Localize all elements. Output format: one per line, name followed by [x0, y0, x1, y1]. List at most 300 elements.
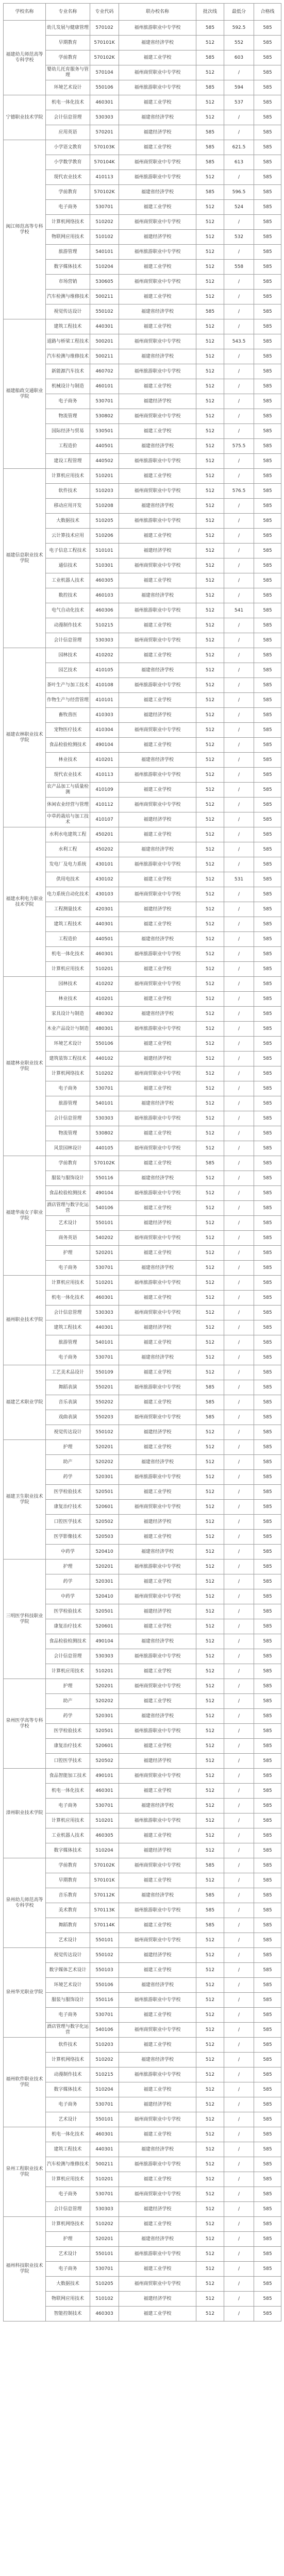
partner-school-cell: 福建工业学校: [119, 1574, 196, 1589]
min-score-cell: /: [224, 1634, 254, 1649]
qualify-line-cell: 585: [254, 842, 281, 857]
code-cell: 410107: [90, 812, 119, 827]
min-score-cell: /: [224, 1022, 254, 1037]
header-row: [4, 4, 281, 21]
code-cell: 510102: [90, 230, 119, 245]
batch-line-cell: 512: [196, 2127, 224, 2142]
min-score-cell: /: [224, 1216, 254, 1231]
major-cell: 林业技术: [46, 992, 90, 1007]
code-cell: 530303: [90, 1649, 119, 1664]
min-score-cell: /: [224, 1052, 254, 1066]
header-qualify-line: 合格线: [254, 4, 281, 21]
min-score-cell: 603: [224, 50, 254, 65]
major-cell: 康复治疗技术: [46, 1619, 90, 1634]
header-school: 学校名称: [4, 4, 46, 21]
major-cell: 会计信息管理: [46, 2202, 90, 2217]
school-name-cell: 福州职业技术学院: [4, 1276, 46, 1365]
qualify-line-cell: 585: [254, 36, 281, 50]
partner-school-cell: 福州商贸职业中专学校: [119, 1500, 196, 1515]
partner-school-cell: 福建工业学校: [119, 1335, 196, 1350]
min-score-cell: /: [224, 1007, 254, 1022]
code-cell: 510205: [90, 514, 119, 529]
table-row: [4, 2127, 281, 2142]
major-cell: 数字媒体技术: [46, 260, 90, 275]
partner-school-cell: 福州旅游职业中专学校: [119, 1724, 196, 1739]
batch-line-cell: 512: [196, 1037, 224, 1052]
partner-school-cell: 福建工业学校: [119, 783, 196, 798]
major-cell: 酒店管理与数字化运营: [46, 2023, 90, 2038]
major-cell: 环境艺术设计: [46, 1978, 90, 1993]
min-score-cell: /: [224, 1470, 254, 1485]
partner-school-cell: 福建经济学校: [119, 708, 196, 723]
batch-line-cell: 512: [196, 200, 224, 215]
code-cell: 510203: [90, 2038, 119, 2053]
major-cell: 学前教育: [46, 185, 90, 200]
batch-line-cell: 512: [196, 439, 224, 454]
min-score-cell: 596.5: [224, 185, 254, 200]
partner-school-cell: 福建工业学校: [119, 872, 196, 887]
code-cell: 530303: [90, 110, 119, 125]
code-cell: 410112: [90, 798, 119, 812]
batch-line-cell: 512: [196, 2157, 224, 2172]
qualify-line-cell: 585: [254, 1769, 281, 1784]
code-cell: 530303: [90, 633, 119, 648]
major-cell: 风景园林设计: [46, 1141, 90, 1156]
code-cell: 520201: [90, 1246, 119, 1261]
batch-line-cell: 512: [196, 798, 224, 812]
major-cell: 电子商务: [46, 394, 90, 409]
min-score-cell: /: [224, 2008, 254, 2023]
code-cell: 460101: [90, 379, 119, 394]
major-cell: 道路与桥梁工程技术: [46, 334, 90, 349]
major-cell: 农产品加工与质量检测: [46, 783, 90, 798]
partner-school-cell: 福建工业学校: [119, 2172, 196, 2187]
partner-school-cell: 福州商贸职业中专学校: [119, 1679, 196, 1694]
code-cell: 570103K: [90, 140, 119, 155]
partner-school-cell: 福建工业学校: [119, 917, 196, 932]
code-cell: 460301: [90, 1784, 119, 1799]
min-score-cell: 537: [224, 95, 254, 110]
code-cell: 530701: [90, 2187, 119, 2202]
partner-school-cell: 福州商贸职业中专学校: [119, 1933, 196, 1948]
major-cell: 机电一体化技术: [46, 1784, 90, 1799]
qualify-line-cell: 585: [254, 1216, 281, 1231]
major-cell: 计算机应用技术: [46, 1814, 90, 1828]
qualify-line-cell: 585: [254, 1545, 281, 1560]
code-cell: 460702: [90, 364, 119, 379]
partner-school-cell: 福建工业学校: [119, 424, 196, 439]
code-cell: 460301: [90, 95, 119, 110]
school-name-cell: 泉州华光职业学院: [4, 1948, 46, 2038]
major-cell: 幼儿发展与健康管理: [46, 21, 90, 36]
batch-line-cell: 512: [196, 872, 224, 887]
min-score-cell: /: [224, 304, 254, 319]
qualify-line-cell: 585: [254, 1903, 281, 1918]
min-score-cell: /: [224, 648, 254, 663]
partner-school-cell: 福州商贸职业中专学校: [119, 723, 196, 738]
partner-school-cell: 福建工业学校: [119, 1963, 196, 1978]
min-score-cell: /: [224, 842, 254, 857]
batch-line-cell: 512: [196, 1679, 224, 1694]
code-cell: 410202: [90, 648, 119, 663]
partner-school-cell: 福建工业学校: [119, 962, 196, 977]
major-cell: 艺术设计: [46, 1933, 90, 1948]
batch-line-cell: 512: [196, 2262, 224, 2277]
min-score-cell: /: [224, 1709, 254, 1724]
major-cell: 应用英语: [46, 125, 90, 140]
partner-school-cell: 福建经济学校: [119, 2097, 196, 2112]
code-cell: 430103: [90, 887, 119, 902]
min-score-cell: /: [224, 1888, 254, 1903]
batch-line-cell: 512: [196, 1694, 224, 1709]
qualify-line-cell: 585: [254, 170, 281, 185]
code-cell: 510201: [90, 2172, 119, 2187]
min-score-cell: /: [224, 1425, 254, 1440]
code-cell: 510201: [90, 1276, 119, 1291]
code-cell: 460305: [90, 1828, 119, 1843]
qualify-line-cell: 585: [254, 424, 281, 439]
code-cell: 520601: [90, 1619, 119, 1634]
partner-school-cell: 福建工业学校: [119, 1201, 196, 1216]
major-cell: 动漫制作技术: [46, 2067, 90, 2082]
min-score-cell: /: [224, 1171, 254, 1186]
school-name-cell: 福建信息职业技术学院: [4, 469, 46, 648]
partner-school-cell: 福建工业学校: [119, 618, 196, 633]
qualify-line-cell: 585: [254, 514, 281, 529]
qualify-line-cell: 585: [254, 1858, 281, 1873]
batch-line-cell: 512: [196, 887, 224, 902]
major-cell: 数字媒体艺术设计: [46, 1963, 90, 1978]
partner-school-cell: 福州商贸职业中专学校: [119, 1769, 196, 1784]
batch-line-cell: 512: [196, 290, 224, 304]
code-cell: 540106: [90, 1201, 119, 1216]
table-row: [4, 2217, 281, 2232]
min-score-cell: /: [224, 125, 254, 140]
code-cell: 440301: [90, 1320, 119, 1335]
code-cell: 550101: [90, 1933, 119, 1948]
major-cell: 中草药栽培与加工技术: [46, 812, 90, 827]
major-cell: 音乐表演: [46, 1395, 90, 1410]
batch-line-cell: 512: [196, 693, 224, 708]
partner-school-cell: 福州商贸职业中专学校: [119, 484, 196, 499]
code-cell: 510215: [90, 2067, 119, 2082]
major-cell: 数字媒体技术: [46, 2082, 90, 2097]
qualify-line-cell: 585: [254, 409, 281, 424]
table-row: [4, 469, 281, 484]
major-cell: 汽车检测与维修技术: [46, 2157, 90, 2172]
min-score-cell: /: [224, 992, 254, 1007]
major-cell: 工业机器人技术: [46, 573, 90, 588]
qualify-line-cell: 585: [254, 648, 281, 663]
major-cell: 家具设计与制造: [46, 1007, 90, 1022]
qualify-line-cell: 585: [254, 140, 281, 155]
batch-line-cell: 512: [196, 2232, 224, 2247]
partner-school-cell: 福州旅游职业中专学校: [119, 1560, 196, 1574]
school-name-cell: 福建林业职业技术学院: [4, 977, 46, 1156]
qualify-line-cell: 585: [254, 663, 281, 678]
major-cell: 工艺美术品设计: [46, 1365, 90, 1380]
qualify-line-cell: 585: [254, 1619, 281, 1634]
batch-line-cell: 512: [196, 678, 224, 693]
min-score-cell: /: [224, 558, 254, 573]
major-cell: 中药学: [46, 1589, 90, 1604]
major-cell: 助产: [46, 1694, 90, 1709]
partner-school-cell: 福建工业学校: [119, 1694, 196, 1709]
major-cell: 大数据技术: [46, 514, 90, 529]
major-cell: 机电一体化技术: [46, 1291, 90, 1306]
code-cell: 510202: [90, 2217, 119, 2232]
batch-line-cell: 512: [196, 349, 224, 364]
partner-school-cell: 福州商贸职业中专学校: [119, 2187, 196, 2202]
batch-line-cell: 512: [196, 95, 224, 110]
min-score-cell: /: [224, 1814, 254, 1828]
major-cell: 食品检验检测技术: [46, 738, 90, 753]
major-cell: 动漫制作技术: [46, 618, 90, 633]
partner-school-cell: 福州旅游职业中专学校: [119, 364, 196, 379]
partner-school-cell: 福建工业学校: [119, 2262, 196, 2277]
qualify-line-cell: 585: [254, 65, 281, 80]
qualify-line-cell: 585: [254, 1574, 281, 1589]
table-row: [4, 1156, 281, 1171]
qualify-line-cell: 585: [254, 1814, 281, 1828]
code-cell: 410201: [90, 992, 119, 1007]
min-score-cell: /: [224, 319, 254, 334]
school-name-cell: 泉州医学高等专科学校: [4, 1679, 46, 1769]
partner-school-cell: 福建工业学校: [119, 1485, 196, 1500]
min-score-cell: /: [224, 663, 254, 678]
partner-school-cell: 福建经济学校: [119, 812, 196, 827]
partner-school-cell: 福州旅游职业中专学校: [119, 1814, 196, 1828]
min-score-cell: /: [224, 812, 254, 827]
major-cell: 护理: [46, 2232, 90, 2247]
qualify-line-cell: 585: [254, 2053, 281, 2067]
major-cell: 旅游管理: [46, 245, 90, 260]
min-score-cell: /: [224, 1037, 254, 1052]
batch-line-cell: 585: [196, 1395, 224, 1410]
qualify-line-cell: 585: [254, 2292, 281, 2307]
major-cell: 建筑工程技术: [46, 2142, 90, 2157]
qualify-line-cell: 585: [254, 1066, 281, 1081]
code-cell: 530802: [90, 1126, 119, 1141]
min-score-cell: /: [224, 1276, 254, 1291]
partner-school-cell: 福建省经济学校: [119, 1634, 196, 1649]
qualify-line-cell: 585: [254, 1485, 281, 1500]
qualify-line-cell: 585: [254, 1500, 281, 1515]
table-row: [4, 1948, 281, 1963]
qualify-line-cell: 585: [254, 1306, 281, 1320]
batch-line-cell: 512: [196, 1739, 224, 1754]
min-score-cell: /: [224, 1320, 254, 1335]
code-cell: 550202: [90, 1395, 119, 1410]
batch-line-cell: 512: [196, 1948, 224, 1963]
partner-school-cell: 福建工业学校: [119, 1784, 196, 1799]
partner-school-cell: 福建省经济学校: [119, 1171, 196, 1186]
qualify-line-cell: 585: [254, 633, 281, 648]
major-cell: 药学: [46, 1709, 90, 1724]
code-cell: 550106: [90, 80, 119, 95]
code-cell: 440502: [90, 454, 119, 469]
partner-school-cell: 福建省经济学校: [119, 36, 196, 50]
min-score-cell: /: [224, 633, 254, 648]
major-cell: 物联网应用技术: [46, 230, 90, 245]
min-score-cell: 558: [224, 260, 254, 275]
min-score-cell: /: [224, 1933, 254, 1948]
code-cell: 540101: [90, 245, 119, 260]
batch-line-cell: 512: [196, 1784, 224, 1799]
batch-line-cell: 512: [196, 1081, 224, 1096]
min-score-cell: /: [224, 1231, 254, 1246]
code-cell: 530701: [90, 1081, 119, 1096]
code-cell: 460301: [90, 1291, 119, 1306]
partner-school-cell: 福建工业学校: [119, 529, 196, 544]
qualify-line-cell: 585: [254, 977, 281, 992]
batch-line-cell: 512: [196, 1111, 224, 1126]
min-score-cell: /: [224, 753, 254, 768]
code-cell: 510201: [90, 1664, 119, 1679]
partner-school-cell: 福州旅游职业中专学校: [119, 603, 196, 618]
min-score-cell: /: [224, 947, 254, 962]
batch-line-cell: 512: [196, 1619, 224, 1634]
major-cell: 软件技术: [46, 484, 90, 499]
batch-line-cell: 512: [196, 36, 224, 50]
qualify-line-cell: 585: [254, 693, 281, 708]
partner-school-cell: 福建工业学校: [119, 50, 196, 65]
major-cell: 会计信息管理: [46, 1649, 90, 1664]
major-cell: 数控技术: [46, 588, 90, 603]
partner-school-cell: 福建省经济学校: [119, 2053, 196, 2067]
major-cell: 计算机应用技术: [46, 2172, 90, 2187]
major-cell: 建筑工程技术: [46, 917, 90, 932]
partner-school-cell: 福建省经济学校: [119, 1709, 196, 1724]
min-score-cell: /: [224, 1799, 254, 1814]
major-cell: 数字媒体技术: [46, 1843, 90, 1858]
min-score-cell: /: [224, 2172, 254, 2187]
partner-school-cell: 福建工业学校: [119, 1739, 196, 1754]
min-score-cell: 594: [224, 80, 254, 95]
major-cell: 医学检验技术: [46, 1604, 90, 1619]
batch-line-cell: 512: [196, 454, 224, 469]
batch-line-cell: 512: [196, 902, 224, 917]
code-cell: 430102: [90, 872, 119, 887]
min-score-cell: 576.5: [224, 484, 254, 499]
major-cell: 护理: [46, 1246, 90, 1261]
partner-school-cell: 福州旅游职业中专学校: [119, 857, 196, 872]
min-score-cell: /: [224, 1350, 254, 1365]
batch-line-cell: 512: [196, 2187, 224, 2202]
code-cell: 540101: [90, 1335, 119, 1350]
min-score-cell: /: [224, 2187, 254, 2202]
batch-line-cell: 512: [196, 573, 224, 588]
major-cell: 食品检验检测技术: [46, 1186, 90, 1201]
qualify-line-cell: 585: [254, 230, 281, 245]
qualify-line-cell: 585: [254, 1664, 281, 1679]
qualify-line-cell: 585: [254, 947, 281, 962]
min-score-cell: /: [224, 1978, 254, 1993]
min-score-cell: /: [224, 1500, 254, 1515]
major-cell: 计算机网络技术: [46, 215, 90, 230]
qualify-line-cell: 585: [254, 1186, 281, 1201]
major-cell: 水利水电建筑工程: [46, 827, 90, 842]
batch-line-cell: 512: [196, 319, 224, 334]
major-cell: 会计信息管理: [46, 110, 90, 125]
batch-line-cell: 512: [196, 1052, 224, 1066]
batch-line-cell: 512: [196, 424, 224, 439]
partner-school-cell: 福州旅游职业中专学校: [119, 1186, 196, 1201]
qualify-line-cell: 585: [254, 1335, 281, 1350]
batch-line-cell: 512: [196, 648, 224, 663]
batch-line-cell: 512: [196, 484, 224, 499]
min-score-cell: /: [224, 2217, 254, 2232]
min-score-cell: /: [224, 469, 254, 484]
school-name-cell: 三明医学科技职业学院: [4, 1560, 46, 1679]
major-cell: 作物生产与经营管理: [46, 693, 90, 708]
min-score-cell: /: [224, 1679, 254, 1694]
code-cell: 510205: [90, 2277, 119, 2292]
code-cell: 570201: [90, 125, 119, 140]
qualify-line-cell: 585: [254, 618, 281, 633]
partner-school-cell: 福建省经济学校: [119, 304, 196, 319]
min-score-cell: /: [224, 827, 254, 842]
partner-school-cell: 福州商贸职业中专学校: [119, 1066, 196, 1081]
qualify-line-cell: 585: [254, 2247, 281, 2262]
partner-school-cell: 福州商贸职业中专学校: [119, 1589, 196, 1604]
min-score-cell: /: [224, 1485, 254, 1500]
qualify-line-cell: 585: [254, 1425, 281, 1440]
partner-school-cell: 福建省经济学校: [119, 1007, 196, 1022]
qualify-line-cell: 585: [254, 1111, 281, 1126]
qualify-line-cell: 585: [254, 2277, 281, 2292]
batch-line-cell: 512: [196, 1709, 224, 1724]
qualify-line-cell: 585: [254, 872, 281, 887]
batch-line-cell: 512: [196, 1769, 224, 1784]
batch-line-cell: 512: [196, 1186, 224, 1201]
major-cell: 汽车检测与维修技术: [46, 349, 90, 364]
batch-line-cell: 512: [196, 2172, 224, 2187]
min-score-cell: /: [224, 902, 254, 917]
table-row: [4, 1440, 281, 1455]
partner-school-cell: 福建省经济学校: [119, 932, 196, 947]
code-cell: 500201: [90, 334, 119, 349]
min-score-cell: /: [224, 1156, 254, 1171]
partner-school-cell: 福建工业学校: [119, 200, 196, 215]
qualify-line-cell: 585: [254, 334, 281, 349]
batch-line-cell: 585: [196, 1918, 224, 1933]
code-cell: 550109: [90, 1365, 119, 1380]
partner-school-cell: 福建省经济学校: [119, 2232, 196, 2247]
code-cell: 520503: [90, 1530, 119, 1545]
batch-line-cell: 512: [196, 1365, 224, 1380]
min-score-cell: /: [224, 2307, 254, 2321]
qualify-line-cell: 585: [254, 2067, 281, 2082]
qualify-line-cell: 585: [254, 2262, 281, 2277]
code-cell: 480301: [90, 1022, 119, 1037]
partner-school-cell: 福州商贸职业中专学校: [119, 1858, 196, 1873]
code-cell: 570102K: [90, 1858, 119, 1873]
min-score-cell: /: [224, 962, 254, 977]
batch-line-cell: 512: [196, 65, 224, 80]
major-cell: 口腔医学技术: [46, 1754, 90, 1769]
partner-school-cell: 福州旅游职业中专学校: [119, 1022, 196, 1037]
min-score-cell: /: [224, 290, 254, 304]
code-cell: 550103: [90, 1963, 119, 1978]
partner-school-cell: 福建工业学校: [119, 1291, 196, 1306]
major-cell: 电气自动化技术: [46, 603, 90, 618]
batch-line-cell: 512: [196, 663, 224, 678]
major-cell: 药学: [46, 1470, 90, 1485]
partner-school-cell: 福州旅游职业中专学校: [119, 514, 196, 529]
batch-line-cell: 512: [196, 558, 224, 573]
partner-school-cell: 福州旅游职业中专学校: [119, 1111, 196, 1126]
